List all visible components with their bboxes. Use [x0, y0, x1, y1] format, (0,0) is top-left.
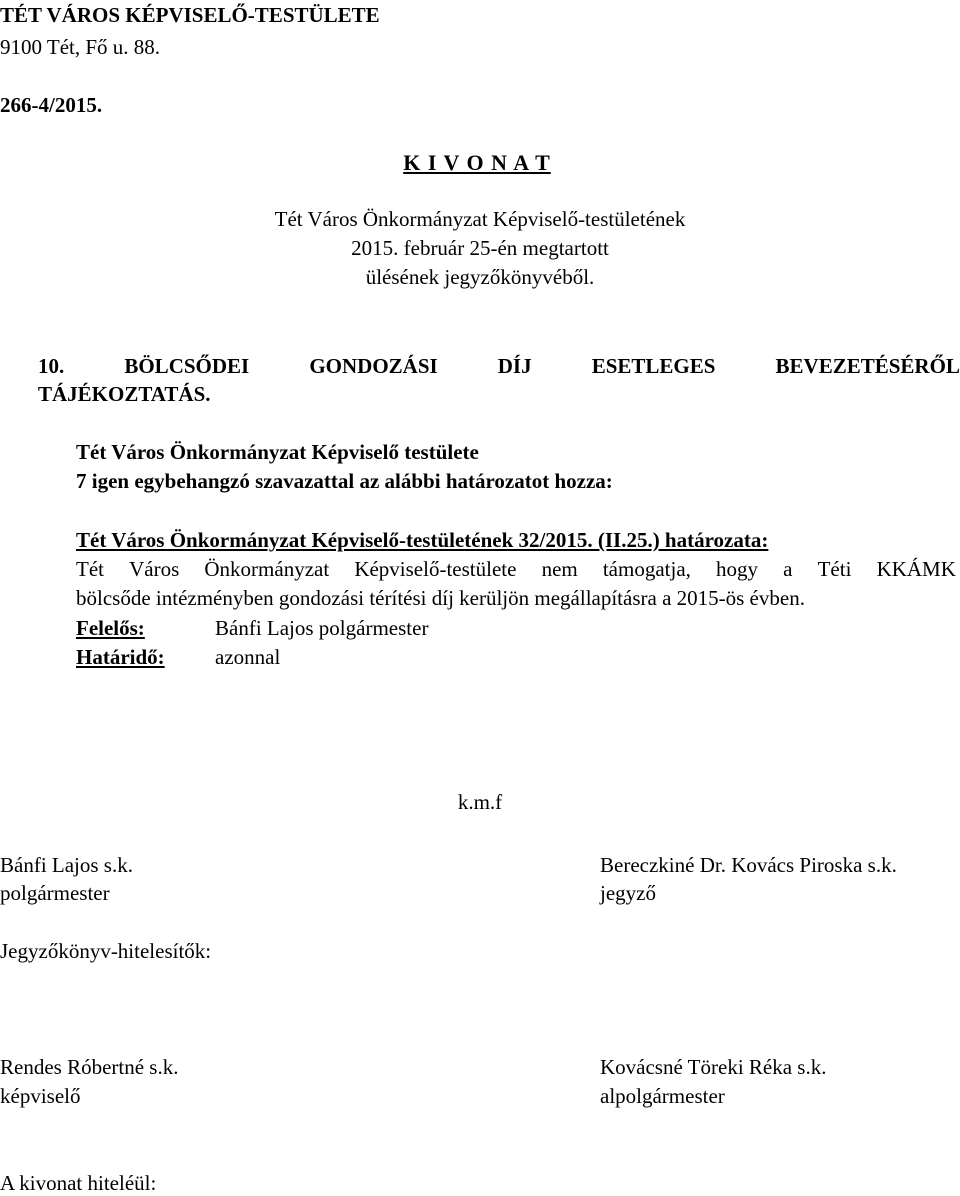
resolution-word: Város	[129, 557, 180, 581]
resolution-word: Képviselő-testülete	[354, 557, 517, 581]
org-name: TÉT VÁROS KÉPVISELŐ-TESTÜLETE	[0, 3, 380, 27]
agenda-word: DÍJ	[497, 354, 532, 378]
title-line-3: ülésének jegyzőkönyvéből.	[365, 265, 595, 289]
deadline-label: Határidő:	[76, 645, 165, 669]
vote-line-1: Tét Város Önkormányzat Képviselő testülete	[76, 440, 479, 464]
agenda-item-heading-line-2: TÁJÉKOZTATÁS.	[38, 382, 211, 406]
certified-label: A kivonat hiteléül:	[0, 1171, 157, 1195]
authenticators-label: Jegyzőkönyv-hitelesítők:	[0, 939, 212, 963]
authenticator-2-name: Kovácsné Töreki Réka s.k.	[600, 1055, 827, 1079]
notary-name: Bereczkiné Dr. Kovács Piroska s.k.	[600, 853, 897, 877]
resolution-word: Téti	[817, 557, 852, 581]
kmf: k.m.f	[457, 790, 503, 814]
resolution-word: hogy	[716, 557, 759, 581]
resolution-word: támogatja,	[602, 557, 691, 581]
resolution-word: nem	[541, 557, 578, 581]
authenticator-1-title: képviselő	[0, 1084, 81, 1108]
document-heading: K I V O N A T	[403, 150, 551, 175]
authenticator-2-title: alpolgármester	[600, 1084, 725, 1108]
resolution-word: a	[783, 557, 793, 581]
title-line-1: Tét Város Önkormányzat Képviselő-testületének	[274, 207, 686, 231]
deadline-value: azonnal	[215, 645, 281, 669]
resolution-body-line-1	[76, 557, 956, 582]
responsible-label: Felelős:	[76, 616, 145, 640]
reference-number: 266-4/2015.	[0, 93, 103, 117]
agenda-word: GONDOZÁSI	[309, 354, 438, 378]
agenda-word: BEVEZETÉSÉRŐL	[775, 354, 960, 378]
authenticator-1-name: Rendes Róbertné s.k.	[0, 1055, 179, 1079]
agenda-word: BÖLCSŐDEI	[124, 354, 250, 378]
mayor-title: polgármester	[0, 881, 110, 905]
resolution-word: Önkormányzat	[204, 557, 330, 581]
agenda-word: 10.	[38, 354, 65, 378]
org-address: 9100 Tét, Fő u. 88.	[0, 35, 161, 59]
resolution-word: KKÁMK	[876, 557, 956, 581]
mayor-name: Bánfi Lajos s.k.	[0, 853, 133, 877]
notary-title: jegyző	[600, 881, 656, 905]
resolution-word: Tét	[76, 557, 104, 581]
resolution-title: Tét Város Önkormányzat Képviselő-testületének 32/2015. (II.25.) határozata:	[76, 528, 769, 552]
responsible-value: Bánfi Lajos polgármester	[215, 616, 429, 640]
vote-line-2: 7 igen egybehangzó szavazattal az alábbi határozatot hozza:	[76, 469, 613, 493]
resolution-body-line-2: bölcsőde intézményben gondozási térítési díj kerüljön megállapításra a 2015-ös évben.	[76, 586, 805, 610]
agenda-word: ESETLEGES	[591, 354, 716, 378]
agenda-item-heading	[38, 354, 960, 379]
title-line-2: 2015. február 25-én megtartott	[351, 236, 609, 260]
